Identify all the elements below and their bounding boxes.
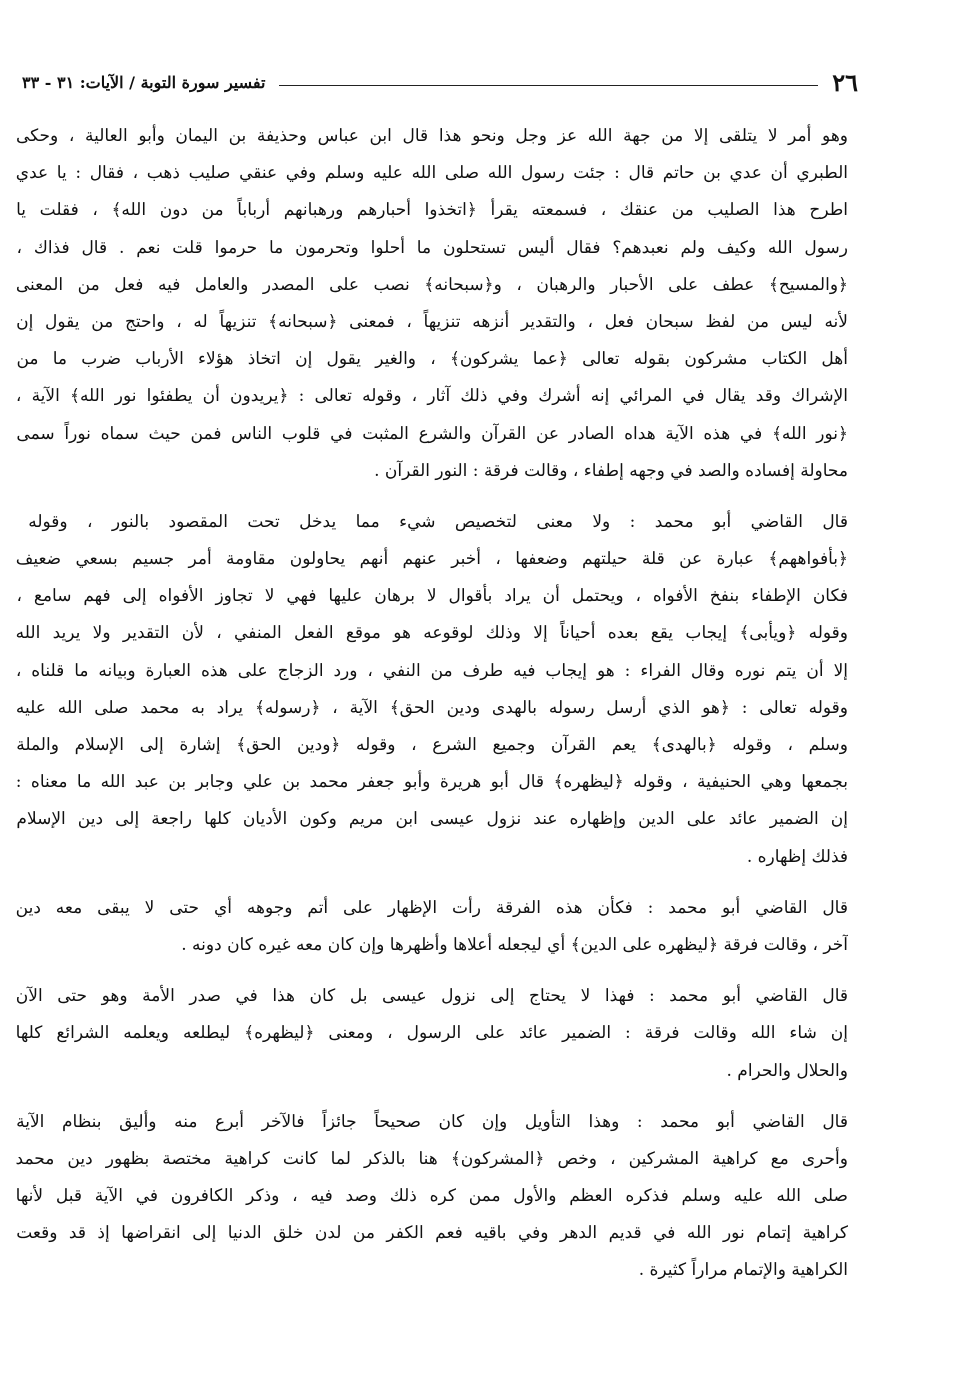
- text-line: قال القاضي أبو محمد : فهذا لا يحتاج إلى نزول عيسى بل كان هذا في صدر الأمة وهو حتى الآن: [16, 986, 848, 1007]
- text-line: قال القاضي أبو محمد : فكأن هذه الفرقة رأت الإظهار على أتم وجوهه أي حتى لا يبقى معه دين: [16, 897, 848, 918]
- text-line: ﴿بأفواههم﴾ عبارة عن قلة حيلتهم وضعفها ، أخبر عنهم أنهم يحاولون مقاومة أمر جسيم بسعي ضعيف: [16, 549, 848, 570]
- text-line: وسلم ، وقوله ﴿بالهدى﴾ يعم القرآن وجميع الشرع ، وقوله ﴿ودين الحق﴾ إشارة إلى الإسلام والملة: [16, 735, 848, 755]
- text-line: الإشراك وقد يقال في المرائي إنه أشرك وفي ذلك آثار ، وقوله تعالى : ﴿يريدون أن يطفئوا نور الله﴾ الآية ،: [16, 386, 848, 407]
- text-line: قال القاضي أبو محمد : ولا معنى لتخصيص شيء مما يدخل تحت المقصود بالنور ، وقوله: [28, 511, 848, 532]
- paragraph-gap: [16, 490, 848, 504]
- text-line: أهل الكتاب مشركون بقوله تعالى ﴿عما يشركون﴾ ، والغير يقول إن اتخاذ هؤلاء الأرباب ضرب ما من: [16, 349, 848, 370]
- text-line: لأنه ليس من لفظ سبحان فعل ، والتقدير أنزهه تنزيهاً ، فمعنى ﴿سبحانه﴾ تنزيهاً له ، واحتج من يقول إن: [16, 311, 848, 332]
- text-line: وقوله تعالى : ﴿هو الذي أرسل رسوله بالهدى ودين الحق﴾ الآية ، ﴿رسوله﴾ يراد به محمد صلى الله عليه: [16, 697, 848, 718]
- text-line: اطرح هذا الصليب من عنقك ، فسمعته يقرأ ﴿اتخذوا أحبارهم ورهبانهم أرباباً من دون الله﴾ ، فقلت يا: [16, 200, 848, 221]
- paragraph-gap: [16, 964, 848, 978]
- text-line: ﴿نور الله﴾ في هذه الآية هداه الصادر عن القرآن والشرع المثبت في قلوب الناس فمن حيث سماه نوراً سمى: [16, 423, 848, 444]
- running-title: تفسير سورة التوبة / الآيات: ٣١ - ٣٣: [22, 72, 266, 92]
- text-line: وأحرى مع كراهية المشركين ، وخص ﴿المشركون﴾ هنا بالذكر لما كانت كراهية مختصة بظهور دين محمد: [16, 1148, 848, 1169]
- text-line: آخر ، وقالت فرقة ﴿ليظهره على الدين﴾ أي ليجعله أعلاها وأظهرها وإن كان معه غيره كان دونه .: [181, 934, 848, 955]
- text-line: والحلال والحرام .: [726, 1060, 848, 1081]
- text-line: الكراهية والإتمام مراراً كثيرة .: [638, 1260, 848, 1281]
- header-rule: [279, 85, 818, 86]
- page-header: [22, 62, 858, 102]
- text-line: إن شاء الله وقالت فرقة : الضمير عائد على الرسول ، ومعنى ﴿ليظهره﴾ ليطلعه ويعلمه الشرائع كلها: [16, 1023, 848, 1044]
- text-line: رسول الله وكيف ولم نعبدهم؟ فقال أليس تستحلون ما أحلوا وتحرمون ما حرموا قلت نعم . قال فذاك ،: [16, 237, 848, 258]
- paragraph: [16, 1104, 848, 1290]
- text-line: بجمعها وهي الحنيفية ، وقوله ﴿ليظهره﴾ قال أبو هريرة وأبو جعفر محمد بن علي وجابر بن عبد الله ما معناه :: [16, 772, 848, 793]
- paragraph-gap: [16, 876, 848, 890]
- text-line: فكان الإطفاء بنفخ الأفواه ، ويحتمل أن يراد بأقوال لا برهان عليها فهي لا تجاوز الأفواه إلى فهم سامع ،: [16, 586, 848, 607]
- text-line: إن الضمير عائد على الدين وإظهاره عند نزول عيسى ابن مريم وكون الأديان كلها راجعة إلى دين الإسلام: [16, 809, 848, 830]
- text-line: فذلك إظهاره .: [746, 846, 848, 867]
- text-line: وقوله ﴿ويأبى﴾ إيجاب يقع بعده أحياناً إلا وذلك لوقوعه هو موقع الفعل المنفي ، لأن التقدير ولا يريد الله: [16, 623, 848, 644]
- text-line: إلا أن يتم نوره وقال الفراء : هو إيجاب فيه طرف من النفي ، ورد الزجاج على هذه العبارة وبيانه ما قلناه ،: [16, 660, 848, 681]
- paragraph: [16, 504, 848, 876]
- text-line: محاولة إفساده والصد في وجهه إطفاء ، وقالت فرقة : النور القرآن .: [374, 460, 848, 481]
- paragraph: [16, 978, 848, 1090]
- text-line: الطبري أن عدي بن حاتم قال : جئت رسول الله صلى الله عليه وسلم وفي عنقي صليب ذهب ، فقال : يا عدي: [16, 163, 848, 184]
- text-line: وهو أمر لا يتلقى إلا من جهة الله عز وجل ونحو هذا قال ابن عباس وحذيفة بن اليمان وأبو العالية ، وحكى: [16, 126, 848, 146]
- paragraph: [16, 890, 848, 964]
- paragraph: [16, 118, 848, 490]
- text-line: كراهية إتمام نور الله في قديم الدهر وفي باقيه فعم الكفر من لدن خلق الدنيا إلى انقراضها إذ قد وقعت: [16, 1223, 848, 1244]
- text-line: صلى الله عليه وسلم فذكره العظم والأول ممن كره ذلك وصد فيه ، وذكر الكافرون في الآية قبل لأنها: [16, 1186, 848, 1207]
- paragraph-gap: [16, 1090, 848, 1104]
- text-line: ﴿والمسيح﴾ عطف على الأحبار والرهبان ، و﴿سبحانه﴾ نصب على المصدر والعامل فيه فعل من المعنى: [16, 274, 848, 295]
- text-line: قال القاضي أبو محمد : وهذا التأويل وإن كان صحيحاً جائزاً فالآخر أبرع منه وأليق بنظام الآية: [16, 1111, 848, 1132]
- page-number: ٢٦: [832, 67, 858, 97]
- page-body: [16, 118, 848, 1328]
